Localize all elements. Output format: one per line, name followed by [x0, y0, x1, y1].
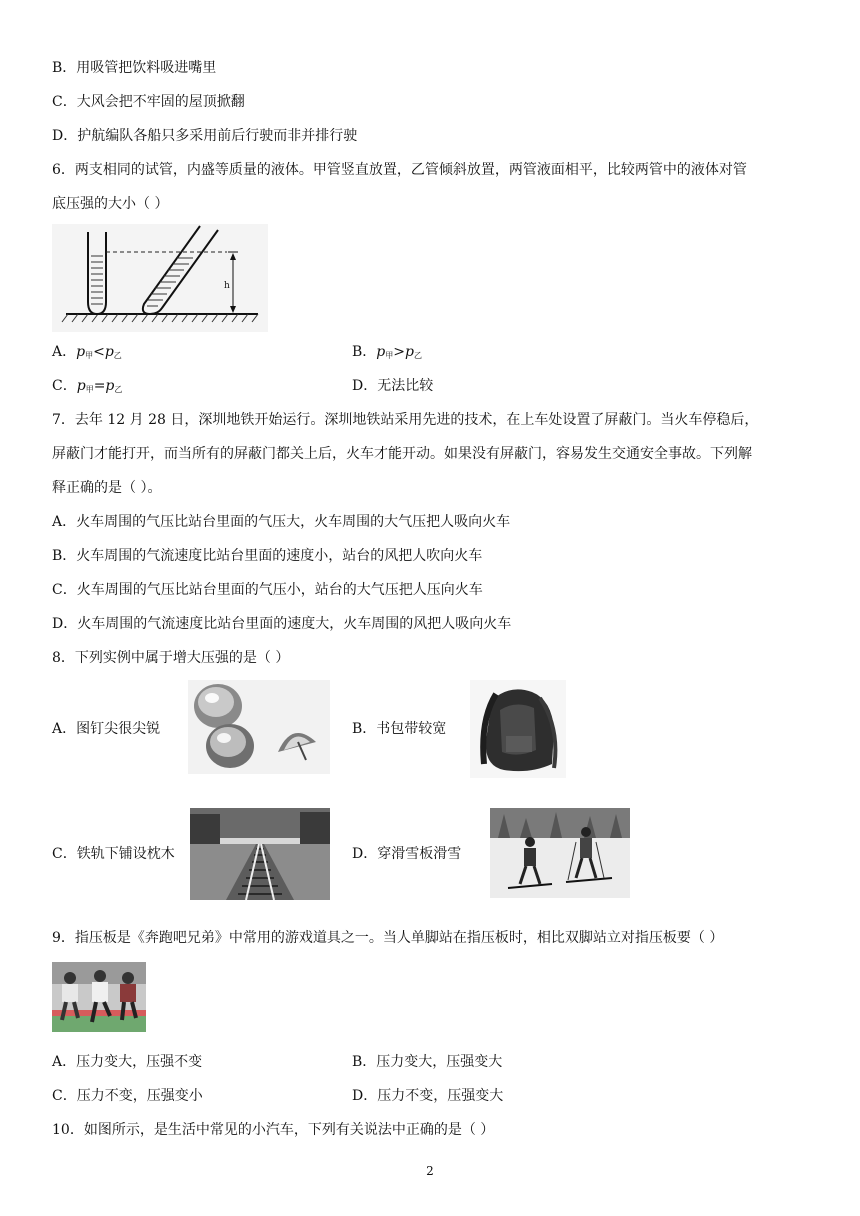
q8-option-c: C．铁轨下铺设枕木 [52, 846, 175, 862]
q8-option-d: D．穿滑雪板滑雪 [352, 846, 462, 862]
q6-option-d: D．无法比较 [352, 378, 434, 394]
q7-option-c: C．火车周围的气压比站台里面的气压小，站台的大气压把人压向火车 [52, 582, 483, 598]
q9-stem: 9．指压板是《奔跑吧兄弟》中常用的游戏道具之一。当人单脚站在指压板时，相比双脚站立对指压板要（ ） [52, 930, 724, 946]
railway-photo [190, 808, 330, 900]
page-number: 2 [426, 1164, 434, 1178]
q5-option-d: D．护航编队各船只多采用前后行驶而非并排行驶 [52, 128, 358, 144]
q8-option-b: B．书包带较宽 [352, 721, 447, 737]
skiing-photo [490, 808, 630, 898]
q9-option-a: A．压力变大，压强不变 [52, 1054, 203, 1070]
q6-stem-line1: 6．两支相同的试管，内盛等质量的液体。甲管竖直放置，乙管倾斜放置，两管液面相平，比较两管中的液体对管 [52, 162, 747, 178]
q9-option-b: B．压力变大，压强变大 [352, 1054, 503, 1070]
q6-stem-line2: 底压强的大小（ ） [52, 196, 169, 212]
q6-height-label: h [224, 281, 230, 291]
backpack-photo [470, 680, 566, 778]
q8-option-a: A．图钉尖很尖锐 [52, 721, 161, 737]
q6-option-b: B．$p_甲>p_乙$ [352, 344, 422, 360]
q8-stem: 8．下列实例中属于增大压强的是（ ） [52, 650, 290, 666]
q7-stem-line2: 屏蔽门才能打开，而当所有的屏蔽门都关上后，火车才能开动。如果没有屏蔽门，容易发生交通安全事故。下列解 [52, 446, 752, 462]
thumbtack-photo [188, 680, 330, 774]
acupressure-board-photo [52, 962, 146, 1032]
q5-option-b: B．用吸管把饮料吸进嘴里 [52, 60, 217, 76]
q5-option-c: C．大风会把不牢固的屋顶掀翻 [52, 94, 245, 110]
q6-option-c: C．$p_甲=p_乙$ [52, 378, 123, 394]
q7-option-d: D．火车周围的气流速度比站台里面的速度大，火车周围的风把人吸向火车 [52, 616, 512, 632]
q7-stem-line1: 7．去年 12 月 28 日，深圳地铁开始运行。深圳地铁站采用先进的技术，在上车处设置了屏蔽门。当火车停稳后， [52, 412, 759, 428]
q6-test-tubes-figure [52, 224, 268, 332]
q7-option-b: B．火车周围的气流速度比站台里面的速度小，站台的风把人吹向火车 [52, 548, 483, 564]
q7-option-a: A．火车周围的气压比站台里面的气压大，火车周围的大气压把人吸向火车 [52, 514, 511, 530]
q10-stem: 10．如图所示，是生活中常见的小汽车，下列有关说法中正确的是（ ） [52, 1122, 495, 1138]
q9-option-c: C．压力不变，压强变小 [52, 1088, 203, 1104]
q9-option-d: D．压力不变，压强变大 [352, 1088, 504, 1104]
q7-stem-line3: 释正确的是（ ）。 [52, 480, 162, 496]
q6-option-a: A．$p_甲<p_乙$ [52, 344, 122, 360]
